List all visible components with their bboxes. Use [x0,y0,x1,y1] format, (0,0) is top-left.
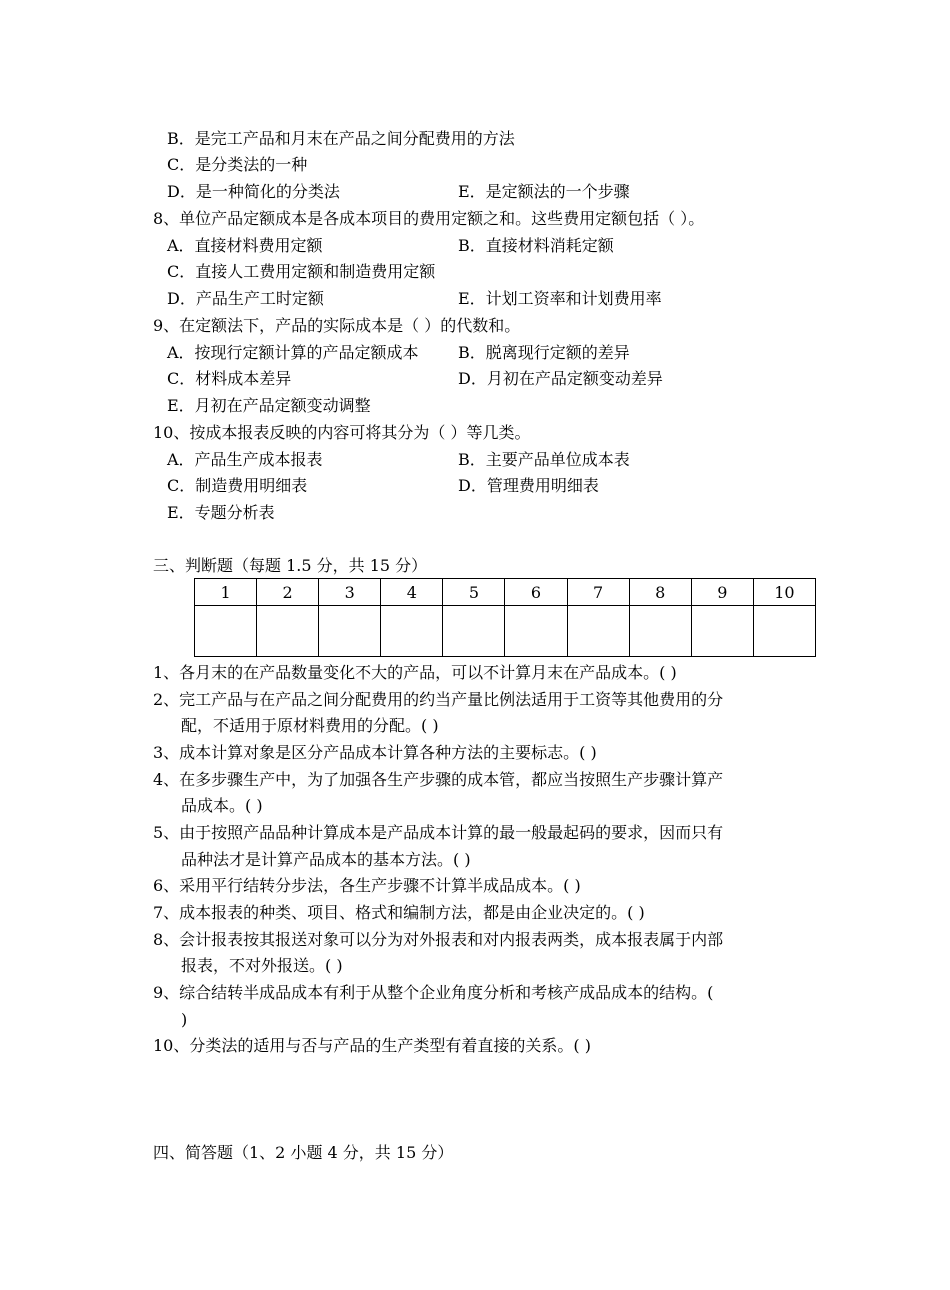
judgment-item-4: 4、在多步骤生产中，为了加强各生产步骤的成本管，都应当按照生产步骤计算产 [153,770,724,789]
answer-grid-header-cell: 7 [567,579,629,606]
q10-option-a: A．产品生产成本报表 [167,450,323,469]
answer-cell[interactable] [381,606,443,657]
q9-option-e: E．月初在产品定额变动调整 [167,396,371,415]
judgment-item-1: 1、各月末的在产品数量变化不大的产品，可以不计算月末在产品成本。( ) [153,663,677,682]
q9-option-c: C．材料成本差异 [167,369,292,388]
answer-grid-header-cell: 5 [443,579,505,606]
q10-option-c: C．制造费用明细表 [167,476,308,495]
answer-grid-header-cell: 2 [257,579,319,606]
judgment-item-8: 8、会计报表按其报送对象可以分为对外报表和对内报表两类，成本报表属于内部 [153,930,724,949]
answer-grid-header-cell: 1 [195,579,257,606]
answer-grid-header-cell: 6 [505,579,567,606]
judgment-item-5-cont: 品种法才是计算产品成本的基本方法。( ) [181,850,471,869]
q10-option-b: B．主要产品单位成本表 [458,450,630,469]
answer-cell[interactable] [505,606,567,657]
q8-option-b: B．直接材料消耗定额 [458,236,614,255]
judgment-item-4-cont: 品成本。( ) [181,796,263,815]
q8-option-a: A．直接材料费用定额 [167,236,323,255]
q7-option-e: E．是定额法的一个步骤 [458,182,630,201]
answer-cell[interactable] [629,606,691,657]
section-3-title: 三、判断题（每题 1.5 分，共 15 分） [153,556,428,575]
judgment-item-8-cont: 报表，不对外报送。( ) [181,956,343,975]
q10-option-d: D．管理费用明细表 [458,476,599,495]
q8-stem: 8、单位产品定额成本是各成本项目的费用定额之和。这些费用定额包括（ ）。 [153,209,705,228]
judgment-item-9: 9、综合结转半成品成本有利于从整个企业角度分析和考核产成品成本的结构。( [153,983,714,1002]
q9-option-d: D．月初在产品定额变动差异 [458,369,663,388]
q7-option-c: C．是分类法的一种 [167,155,308,174]
answer-cell[interactable] [443,606,505,657]
judgment-item-3: 3、成本计算对象是区分产品成本计算各种方法的主要标志。( ) [153,743,597,762]
answer-grid-header-cell: 4 [381,579,443,606]
q9-stem: 9、在定额法下，产品的实际成本是（ ）的代数和。 [153,316,521,335]
answer-grid-header-cell: 9 [691,579,753,606]
answer-grid-header-cell: 8 [629,579,691,606]
answer-grid-header-cell: 10 [753,579,815,606]
q8-option-d: D．产品生产工时定额 [167,289,324,308]
answer-cell[interactable] [257,606,319,657]
judgment-item-5: 5、由于按照产品品种计算成本是产品成本计算的最一般最起码的要求，因而只有 [153,823,724,842]
q9-option-b: B．脱离现行定额的差异 [458,343,630,362]
q10-stem: 10、按成本报表反映的内容可将其分为（ ）等几类。 [153,423,531,442]
q7-option-d: D．是一种简化的分类法 [167,182,340,201]
q10-option-e: E．专题分析表 [167,503,275,522]
judgment-item-10: 10、分类法的适用与否与产品的生产类型有着直接的关系。( ) [153,1036,591,1055]
q8-option-c: C．直接人工费用定额和制造费用定额 [167,262,436,281]
section-4-title: 四、简答题（1、2 小题 4 分，共 15 分） [153,1143,454,1162]
answer-grid-header-cell: 3 [319,579,381,606]
answer-grid [194,578,816,657]
judgment-item-7: 7、成本报表的种类、项目、格式和编制方法，都是由企业决定的。( ) [153,903,645,922]
answer-grid-header-row [195,579,816,606]
judgment-item-6: 6、采用平行结转分步法，各生产步骤不计算半成品成本。( ) [153,876,581,895]
q8-option-e: E．计划工资率和计划费用率 [458,289,662,308]
judgment-item-9-cont: ) [181,1010,188,1029]
answer-cell[interactable] [753,606,815,657]
judgment-item-2-cont: 配，不适用于原材料费用的分配。( ) [181,716,439,735]
answer-cell[interactable] [567,606,629,657]
answer-grid-answer-row [195,606,816,657]
answer-cell[interactable] [195,606,257,657]
q9-option-a: A．按现行定额计算的产品定额成本 [167,343,419,362]
judgment-item-2: 2、完工产品与在产品之间分配费用的约当产量比例法适用于工资等其他费用的分 [153,690,724,709]
q7-option-b: B．是完工产品和月末在产品之间分配费用的方法 [167,129,515,148]
answer-cell[interactable] [319,606,381,657]
answer-cell[interactable] [691,606,753,657]
